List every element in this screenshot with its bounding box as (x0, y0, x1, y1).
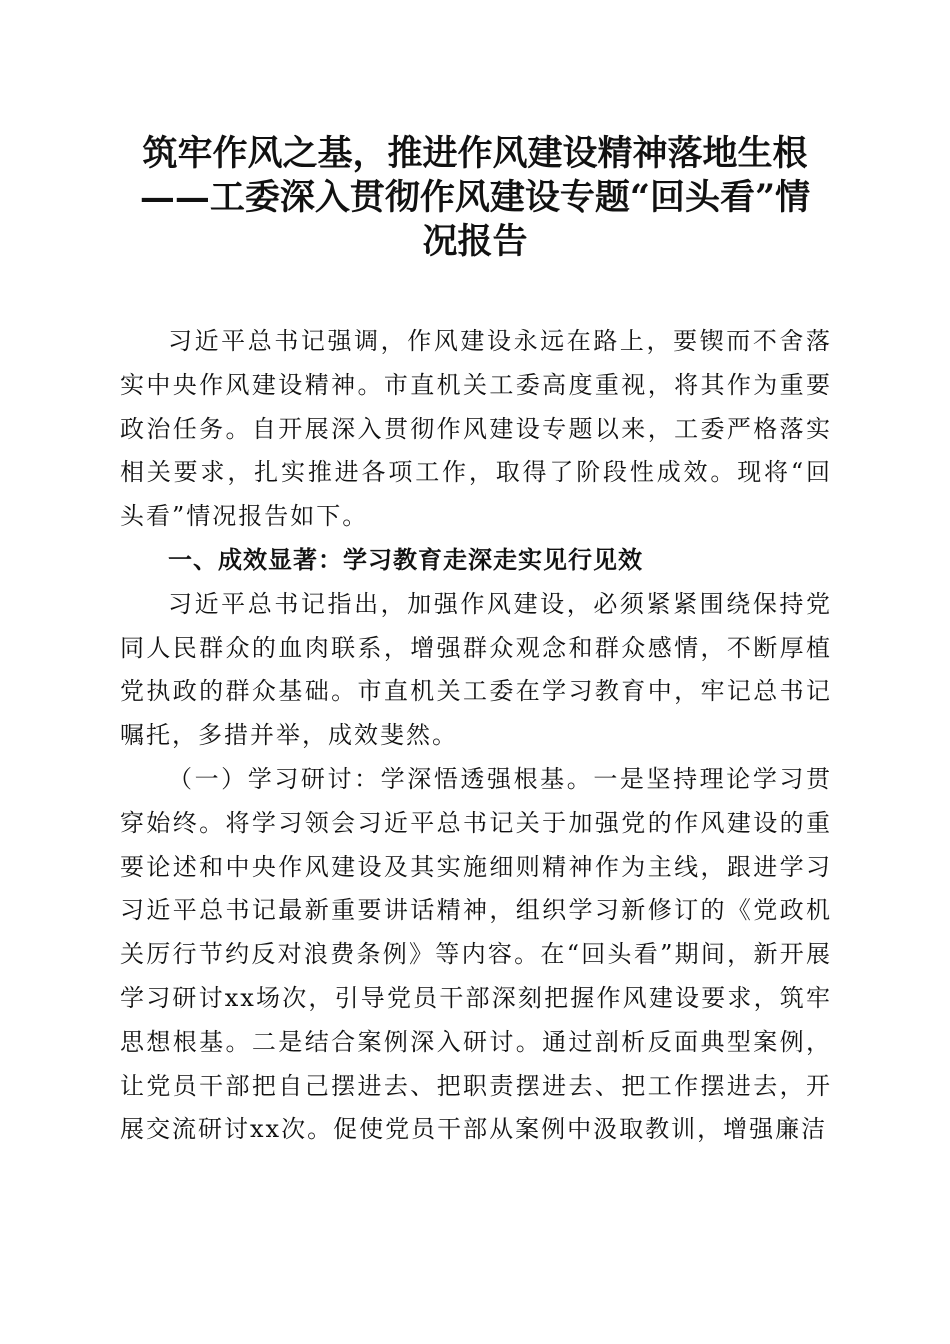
subsection-1-heading: （一）学习研讨：学深悟透强根基。 (168, 764, 594, 793)
title-line-3: 况报告 (422, 221, 528, 262)
intro-paragraph: 习近平总书记强调，作风建设永远在路上，要锲而不舍落实中央作风建设精神。市直机关工委高度重视，将其作为重要政治任务。自开展深入贯彻作风建设专题以来，工委严格落实相关要求，扎实推进各项工作，取得了阶段性成效。现将“回头看”情况报告如下。 (120, 327, 832, 531)
section-1-heading: 一、成效显著：学习教育走深走实见行见效 (168, 545, 643, 574)
document-title (110, 132, 840, 264)
title-line-2: ——工委深入贯彻作风建设专题“回头看”情 (139, 177, 811, 218)
document-body (120, 320, 832, 1152)
subsection-1-text: 一是坚持理论学习贯穿始终。将学习领会习近平总书记关于加强党的作风建设的重要论述和中央作风建设及其实施细则精神作为主线，跟进学习习近平总书记最新重要讲话精神，组织学习新修订的《党政机关厉行节约反对浪费条例》等内容。在“回头看”期间，新开展学习研讨xx场次，引导党员干部深刻把握作风建设要求，筑牢思想根基。二是结合案例深入研讨。通过剖析反面典型案例，让党员干部把自己摆进去、把职责摆进去、把工作摆进去，开展交流研讨xx次。促使党员干部从案例中汲取教训，增强廉洁 (120, 764, 833, 1144)
subsection-1-paragraph (120, 758, 832, 1152)
section-1-paragraph: 习近平总书记指出，加强作风建设，必须紧紧围绕保持党同人民群众的血肉联系，增强群众观念和群众感情，不断厚植党执政的群众基础。市直机关工委在学习教育中，牢记总书记嘱托，多措并举，成效斐然。 (120, 589, 832, 750)
title-line-1: 筑牢作风之基，推进作风建设精神落地生根 (142, 133, 808, 174)
